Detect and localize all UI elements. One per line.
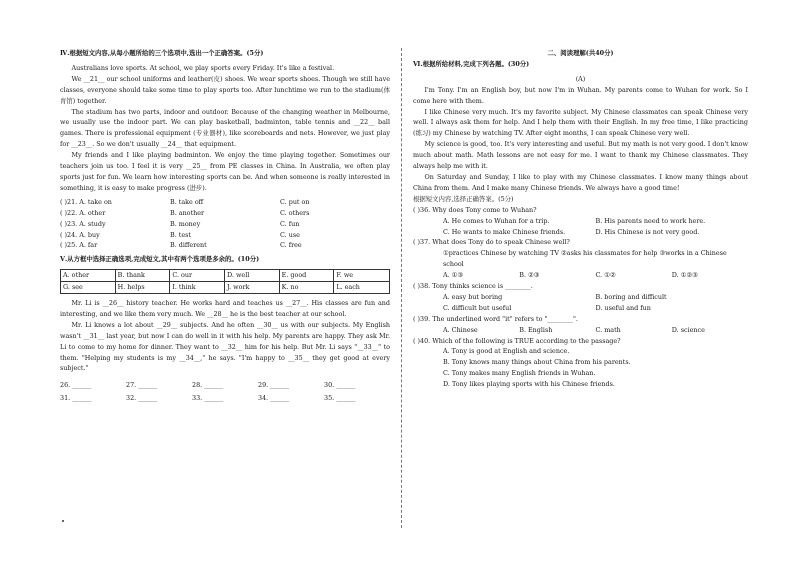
- answer-blank[interactable]: 26. ______: [60, 381, 92, 390]
- part-title: 二、阅读理解(共40分): [547, 49, 614, 57]
- option-c: C. use: [280, 230, 300, 239]
- option-d: D. His Chinese is not very good.: [595, 227, 700, 236]
- option-c: C. fun: [280, 219, 300, 228]
- question-37-options: [413, 270, 748, 281]
- option-a: A. ①③: [443, 271, 464, 280]
- option-b: B. Tony knows many things about China from his parents.: [443, 358, 631, 367]
- passage-paragraph: The stadium has two parts, indoor and outdoor. Because of the changing weather in Melbourne, we usually use the indoor part. We can play basketball, badminton, table tennis and __22__ ball games. There is professional equipment (专业器材), like scoreboards and nets. However, we just play for __23__. So we don't usually __24__ that equipment.: [60, 107, 390, 149]
- right-column: [413, 48, 748, 390]
- passage-paragraph: My friends and I like playing badminton. We enjoy the time playing together. Sometimes our teachers join us too. I feel it is very __25__ from PE classes in China. In Australia, we often play sports just for fun. We learn how interesting sports can be. And when someone is really interested in something, it is easy to make progress (进步).: [60, 151, 390, 192]
- option-b: B. test: [170, 230, 191, 239]
- answer-blank[interactable]: 29. ______: [258, 381, 290, 390]
- answer-blank[interactable]: 28. ______: [192, 381, 224, 390]
- option-row: [60, 197, 390, 208]
- answer-blank[interactable]: 31. ______: [60, 394, 92, 403]
- word-option: C. our: [170, 270, 225, 282]
- instruction: 根据短文内容,选择正确答案。(5分): [413, 194, 514, 203]
- option-a: ( )24. A. buy: [60, 230, 100, 239]
- left-column: [60, 48, 390, 404]
- option-c: C. ①②: [595, 271, 616, 280]
- option-b: B. money: [170, 219, 201, 228]
- option-d: D. science: [671, 325, 705, 334]
- question-38-options: [413, 292, 748, 314]
- passage-paragraph: My science is good, too. It's very interesting and useful. But my math is not very good. I don't know much about math. Math lessons are not easy for me. I want to thank my Chinese classmates. They always help me with it.: [413, 140, 748, 171]
- question-38: ( )38. Tony thinks science is ________.: [413, 282, 533, 291]
- passage-paragraph: Australians love sports. At school, we play sports every Friday. It's like a festival.: [71, 63, 335, 72]
- word-option: D. well: [225, 270, 280, 282]
- option-d: D. ①②③: [671, 271, 698, 280]
- option-b: B. ②③: [519, 271, 540, 280]
- option-c: C. others: [280, 208, 310, 217]
- question-36-options: [413, 216, 748, 238]
- option-b: B. another: [170, 208, 205, 217]
- section-4-options: [60, 197, 390, 252]
- word-option: B. thank: [116, 270, 171, 282]
- option-b: B. take off: [170, 197, 204, 206]
- option-a: A. Tony is good at English and science.: [443, 347, 570, 356]
- option-row: [60, 208, 390, 219]
- passage-paragraph: I like Chinese very much. It's my favorite subject. My Chinese classmates can speak Chinese very well. I always ask them for help. And I help them with their English. In my free time, I like practicing (练习) my Chinese by watching TV. After eight months, I can speak Chinese very well.: [413, 107, 748, 138]
- passage-paragraph: I'm Tony. I'm an English boy, but now I'm in Wuhan. My parents come to Wuhan for work. So I come here with them.: [413, 85, 748, 105]
- option-c: C. math: [595, 325, 621, 334]
- word-option: E. good: [280, 270, 335, 282]
- answer-blank[interactable]: 27. ______: [126, 381, 158, 390]
- passage-paragraph: Mr. Li knows a lot about __29__ subjects. And he often __30__ us with our subjects. My English wasn't __31__ last year, but now I can do well in it with his help. My parents are happy. They ask Mr. Li to come to my home for dinner. They want to __32__ him for his help. But Mr. Li says "__33__" to them. "Helping my students is my __34__," he says. "I'm happy to __35__ they get good at every subject.": [60, 320, 390, 373]
- answer-blank[interactable]: 32. ______: [126, 394, 158, 403]
- word-option: K. no: [280, 282, 335, 293]
- answer-blank[interactable]: 33. ______: [192, 394, 224, 403]
- option-row: [60, 240, 390, 251]
- section-5-title: Ⅴ.从方框中选择正确选项,完成短文,其中有两个选项是多余的。(10分): [60, 255, 260, 264]
- question-39-options: [413, 325, 748, 336]
- word-option: G. see: [61, 282, 116, 293]
- passage-paragraph: On Saturday and Sunday, I like to play with my Chinese classmates. I know many things about China from them. And I make many Chinese friends. We always have a good time!: [413, 172, 748, 192]
- option-a: ( )22. A. other: [60, 208, 106, 217]
- word-box: [60, 269, 390, 294]
- option-d: D. Tony likes playing sports with his Chinese friends.: [443, 380, 615, 389]
- option-a: ( )25. A. far: [60, 241, 98, 250]
- answer-row: [60, 380, 390, 391]
- word-option: A. other: [61, 270, 116, 282]
- option-c: C. difficult but useful: [443, 303, 512, 312]
- option-b: B. boring and difficult: [595, 292, 667, 301]
- option-a: A. Chinese: [443, 325, 478, 334]
- word-option: J. work: [225, 282, 280, 293]
- column-divider: [401, 48, 402, 528]
- question-37: ( )37. What does Tony do to speak Chinese well?: [413, 238, 570, 247]
- word-option: F. we: [334, 270, 389, 282]
- answer-blank[interactable]: 35. ______: [324, 394, 356, 403]
- question-36: ( )36. Why does Tony come to Wuhan?: [413, 205, 537, 214]
- passage-label: (A): [575, 74, 586, 83]
- word-option: I. think: [170, 282, 225, 293]
- option-a: A. He comes to Wuhan for a trip.: [443, 216, 550, 225]
- question-39: ( )39. The underlined word "it" refers to "________".: [413, 314, 578, 323]
- option-row: [60, 219, 390, 230]
- option-b: B. His parents need to work here.: [595, 216, 706, 225]
- word-option: H. helps: [116, 282, 171, 293]
- answer-blank[interactable]: 30. ______: [324, 381, 356, 390]
- option-c: C. Tony makes many English friends in Wuhan.: [443, 369, 596, 378]
- answer-blank[interactable]: 34. ______: [258, 394, 290, 403]
- option-a: ( )23. A. study: [60, 219, 106, 228]
- passage-paragraph: We __21__ our school uniforms and leather(皮) shoes. We wear sports shoes. Though we still have classes, everyone should take some time to play sports too. After lunchtime we run to the stadium(体育馆) together.: [60, 74, 390, 105]
- option-a: ( )21. A. take on: [60, 197, 112, 206]
- section-4-title: Ⅳ.根据短文内容,从每小题所给的三个选项中,选出一个正确答案。(5分): [60, 49, 264, 57]
- option-b: B. English: [519, 325, 553, 334]
- answer-row: [60, 393, 390, 404]
- question-40: ( )40. Which of the following is TRUE according to the passage?: [413, 336, 621, 345]
- option-row: [60, 230, 390, 241]
- option-a: A. easy but boring: [443, 292, 503, 301]
- passage-paragraph: Mr. Li is __26__ history teacher. He works hard and teaches us __27__. His classes are fun and interesting, and we like them very much. We __28__ he is the best teacher at our school.: [60, 299, 390, 318]
- option-c: C. put on: [280, 197, 310, 206]
- option-d: D. useful and fun: [595, 303, 651, 312]
- page-mark: [62, 520, 64, 522]
- option-c: C. free: [280, 241, 302, 250]
- option-b: B. different: [170, 241, 207, 250]
- option-c: C. He wants to make Chinese friends.: [443, 227, 566, 236]
- word-option: L. each: [336, 283, 360, 292]
- section-6-title: Ⅵ.根据所给材料,完成下列各题。(30分): [413, 59, 530, 68]
- question-37-statements: ①practices Chinese by watching TV ②asks his classmates for help ③works in a Chinese school: [443, 249, 727, 269]
